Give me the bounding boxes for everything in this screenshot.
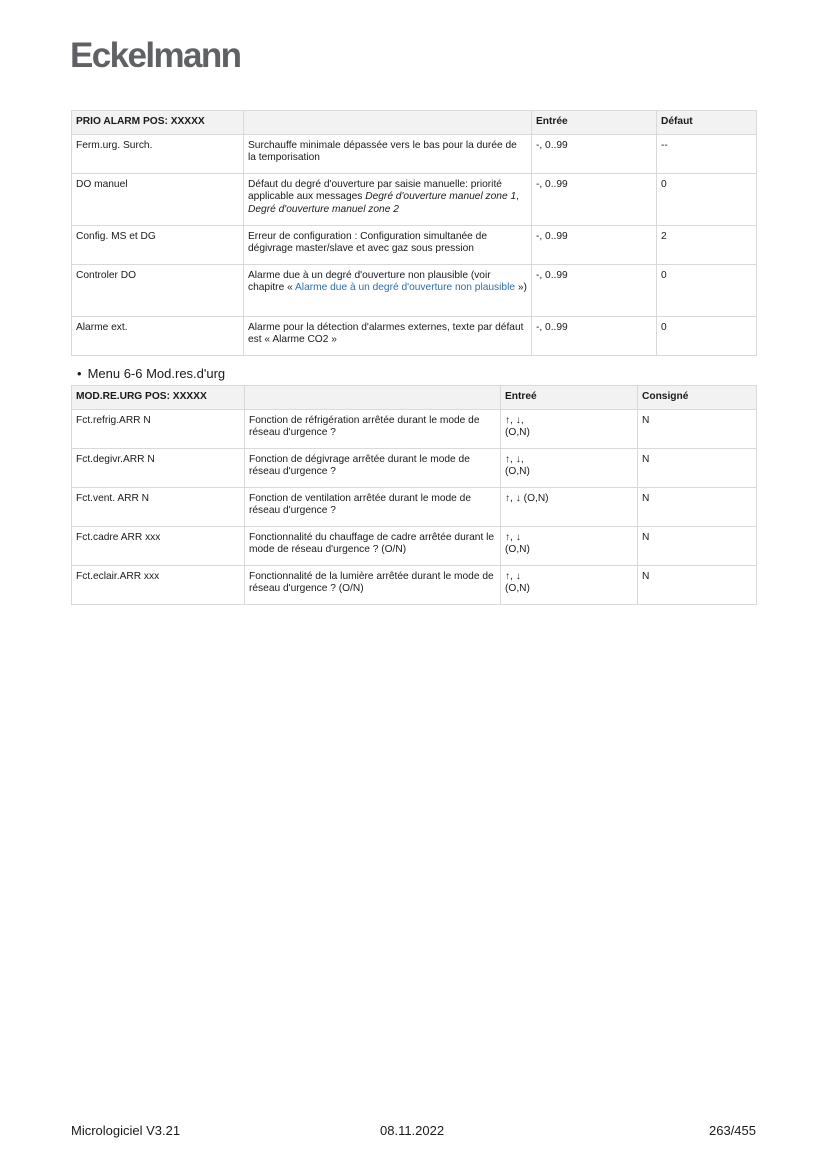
table-row [72,565,757,604]
param-name: Fct.refrig.ARR N [72,409,245,448]
param-default: 2 [657,225,757,264]
table-row [72,487,757,526]
desc-text-end: ») [515,282,527,294]
param-desc: Fonction de dégivrage arrêtée durant le mode de réseau d'urgence ? [245,448,501,487]
param-desc: Surchauffe minimale dépassée vers le bas pour la durée de la temporisation [244,134,532,173]
param-desc: Fonctionnalité de la lumière arrêtée durant le mode de réseau d'urgence ? (O/N) [245,565,501,604]
param-desc [244,173,532,225]
param-value: N [638,565,757,604]
desc-separator: , [516,191,519,203]
desc-text: Défaut du degré d'ouverture par saisie manuelle: priorité applicable aux messages [248,178,502,203]
input-options: (O,N) [505,427,530,439]
param-input [501,448,638,487]
header-desc [245,386,501,410]
eckelmann-logo: Eckelmann [70,36,241,75]
input-options: (O,N) [505,466,530,478]
param-input [501,565,638,604]
header-input: Entreé [501,386,638,410]
input-keys: ↑, ↓, [505,453,524,465]
bullet: • [77,366,82,381]
table-header-row [72,386,757,410]
param-default: 0 [657,316,757,355]
table-row [72,526,757,565]
input-options: (O,N) [505,544,530,556]
input-keys: ↑, ↓ (O,N) [505,492,549,504]
param-desc: Fonction de réfrigération arrêtée durant le mode de réseau d'urgence ? [245,409,501,448]
section-heading [77,366,225,381]
param-desc: Erreur de configuration : Configuration simultanée de dégivrage master/slave et avec gaz sous pression [244,225,532,264]
param-desc: Fonction de ventilation arrêtée durant le mode de réseau d'urgence ? [245,487,501,526]
table-row [72,316,757,355]
header-desc [244,111,532,135]
desc-text: Alarme due à un degré d'ouverture non plausible (voir chapitre « [248,269,491,294]
desc-italic-zone2: Degré d'ouverture manuel zone 2 [248,203,399,215]
header-input: Entrée [532,111,657,135]
footer-firmware-version: Micrologiciel V3.21 [71,1123,181,1138]
table-row [72,134,757,173]
param-name: Controler DO [72,264,244,316]
param-default: 0 [657,173,757,225]
param-input: -, 0..99 [532,225,657,264]
mod-re-urg-table [71,385,757,605]
param-input: -, 0..99 [532,264,657,316]
footer-date: 08.11.2022 [380,1123,445,1138]
input-options: (O,N) [505,583,530,595]
param-input: -, 0..99 [532,134,657,173]
header-setpoint: Consigné [638,386,757,410]
table-header-row [72,111,757,135]
input-keys: ↑, ↓, [505,414,524,426]
param-value: N [638,409,757,448]
footer-page-number: 263/455 [709,1123,756,1138]
param-name: DO manuel [72,173,244,225]
param-name: Fct.vent. ARR N [72,487,245,526]
param-input [501,409,638,448]
table-row [72,264,757,316]
param-default: 0 [657,264,757,316]
param-desc: Alarme pour la détection d'alarmes externes, texte par défaut est « Alarme CO2 » [244,316,532,355]
param-default: -- [657,134,757,173]
header-param: PRIO ALARM POS: XXXXX [72,111,244,135]
prio-alarm-table [71,110,757,356]
input-keys: ↑, ↓ [505,570,521,582]
table-row [72,409,757,448]
param-name: Fct.cadre ARR xxx [72,526,245,565]
table-row [72,225,757,264]
param-value: N [638,487,757,526]
param-desc [244,264,532,316]
chapter-link[interactable]: Alarme due à un degré d'ouverture non plausible [295,282,516,294]
param-input: -, 0..99 [532,173,657,225]
param-value: N [638,526,757,565]
param-name: Ferm.urg. Surch. [72,134,244,173]
header-default: Défaut [657,111,757,135]
table-row [72,173,757,225]
param-input [501,487,638,526]
param-name: Fct.degivr.ARR N [72,448,245,487]
section-title-text: Menu 6-6 Mod.res.d'urg [87,366,226,381]
desc-italic-zone1: Degré d'ouverture manuel zone 1 [365,191,517,203]
param-name: Fct.eclair.ARR xxx [72,565,245,604]
param-value: N [638,448,757,487]
param-desc: Fonctionnalité du chauffage de cadre arrêtée durant le mode de réseau d'urgence ? (O/N) [245,526,501,565]
param-name: Alarme ext. [72,316,244,355]
param-input: -, 0..99 [532,316,657,355]
header-param: MOD.RE.URG POS: XXXXX [72,386,245,410]
param-name: Config. MS et DG [72,225,244,264]
param-input [501,526,638,565]
input-keys: ↑, ↓ [505,531,521,543]
table-row [72,448,757,487]
